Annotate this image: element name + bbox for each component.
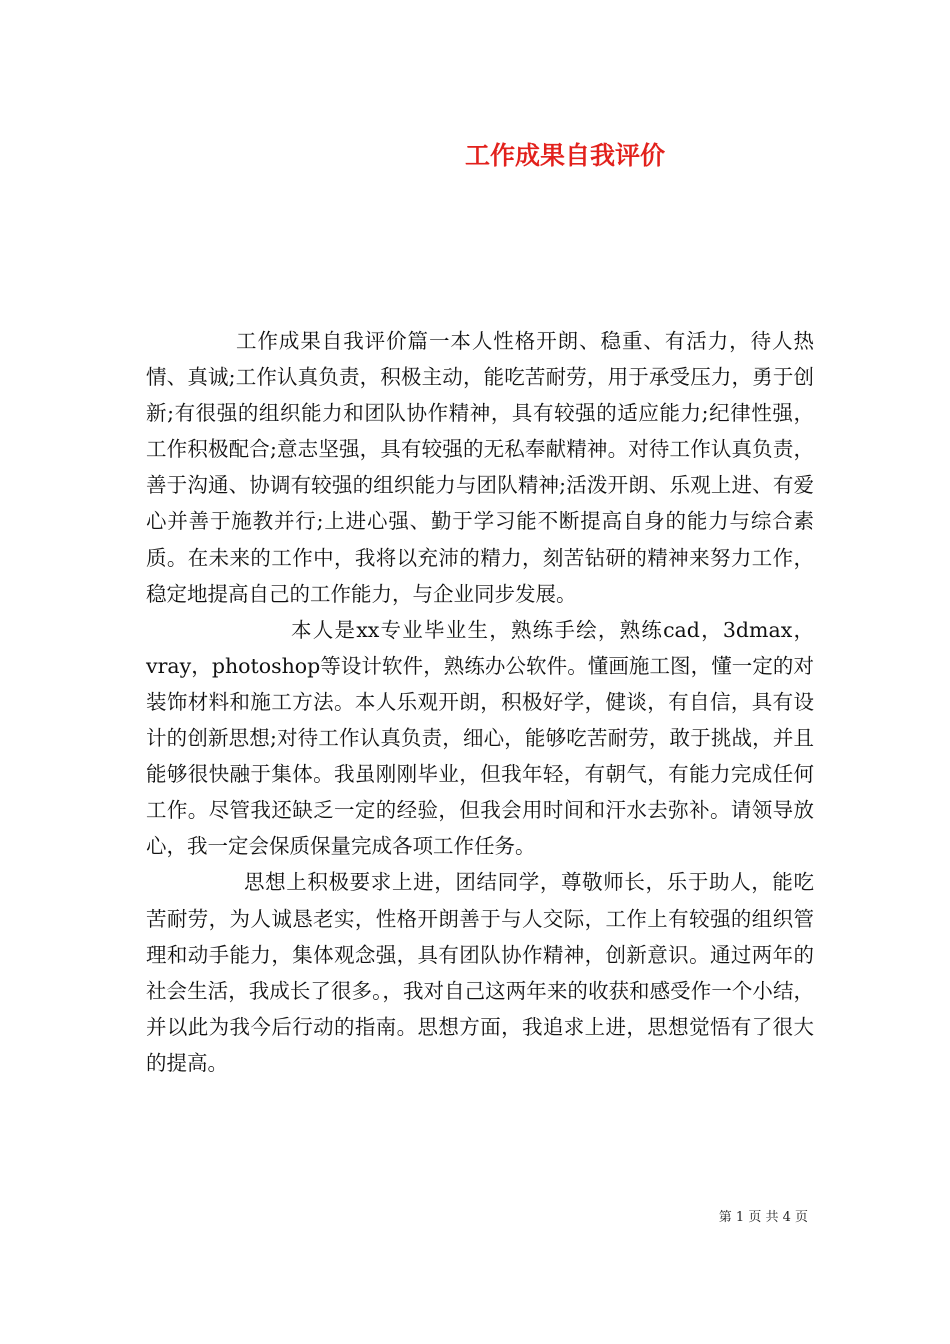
document-body xyxy=(146,323,814,1081)
paragraph-1: 工作成果自我评价篇一本人性格开朗、稳重、有活力，待人热情、真诚;工作认真负责，积极主动，能吃苦耐劳，用于承受压力，勇于创新;有很强的组织能力和团队协作精神，具有较强的适应能力;纪律性强，工作积极配合;意志坚强，具有较强的无私奉献精神。对待工作认真负责，善于沟通、协调有较强的组织能力与团队精神;活泼开朗、乐观上进、有爱心并善于施教并行;上进心强、勤于学习能不断提高自身的能力与综合素质。在未来的工作中，我将以充沛的精力，刻苦钻研的精神来努力工作，稳定地提高自己的工作能力，与企业同步发展。 xyxy=(146,329,814,606)
paragraph-2: 本人是xx专业毕业生，熟练手绘，熟练cad，3dmax，vray，photoshop等设计软件，熟练办公软件。懂画施工图，懂一定的对装饰材料和施工方法。本人乐观开朗，积极好学，健谈，有自信，具有设计的创新思想;对待工作认真负责，细心，能够吃苦耐劳，敢于挑战，并且能够很快融于集体。我虽刚刚毕业，但我年轻，有朝气，有能力完成任何工作。尽管我还缺乏一定的经验，但我会用时间和汗水去弥补。请领导放心，我一定会保质保量完成各项工作任务。 xyxy=(146,617,814,859)
page-number-footer: 第 1 页 共 4 页 xyxy=(718,1210,808,1225)
document-title: 工作成果自我评价 xyxy=(464,141,665,170)
paragraph-3: 思想上积极要求上进，团结同学，尊敬师长，乐于助人，能吃苦耐劳，为人诚恳老实，性格开朗善于与人交际，工作上有较强的组织管理和动手能力，集体观念强，具有团队协作精神，创新意识。通过两年的社会生活，我成长了很多。，我对自己这两年来的收获和感受作一个小结，并以此为我今后行动的指南。思想方面，我追求上进，思想觉悟有了很大的提高。 xyxy=(146,870,814,1075)
